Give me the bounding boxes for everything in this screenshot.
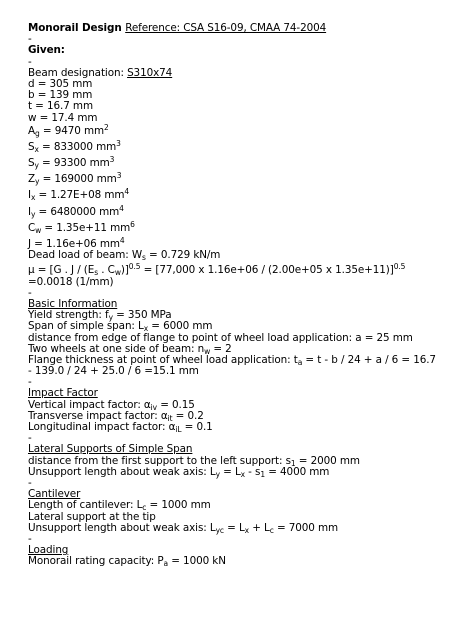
wheel-distance: distance from edge of flange to point of wheel load application: a = 25 mm: [28, 331, 413, 344]
given-heading: Given:: [28, 44, 65, 57]
beam-designation-label: Beam designation:: [28, 66, 128, 79]
beam-b: b = 139 mm: [28, 89, 93, 102]
beam-w: w = 17.4 mm: [28, 111, 98, 124]
title-line: [28, 23, 468, 34]
cantilever-heading: Cantilever: [28, 488, 81, 501]
support-distance: distance from the first support to the left support: $s_1 = 2000$ mm: [28, 454, 360, 468]
reference-text: Reference: CSA S16-09, CMAA 74-2004: [125, 22, 327, 34]
loading-heading: Loading: [28, 544, 69, 557]
beam-d: d = 305 mm: [28, 77, 93, 90]
separator: -: [28, 532, 32, 545]
cantilever-unsupported-length: Unsupport length about weak axis: $L_{yc} = L_x + L_c = 7000$ mm: [28, 521, 339, 535]
dead-load: Dead load of beam: $W_s = 0.729$ kN/m: [28, 249, 221, 263]
wheels-count: Two wheels at one side of beam: $n_w = 2$: [28, 342, 232, 356]
beam-designation-value: S310x74: [127, 66, 173, 79]
flange-thickness-cont: - 139.0 / 24 + 25.0 / 6 =15.1 mm: [28, 365, 199, 378]
transverse-impact: Transverse impact factor: $\alpha_{it} = 0.2$: [28, 409, 204, 423]
beam-zy: $Z_y = 169000$ $mm^3$: [28, 171, 122, 187]
beam-designation-line: [28, 68, 468, 79]
beam-j: J = 1.16e+06 $mm^4$: [28, 236, 125, 250]
unsupported-length: Unsupport length about weak axis: $L_y = L_x - s_1 = 4000$ mm: [28, 465, 330, 479]
beam-t: t = 16.7 mm: [28, 100, 93, 113]
flange-thickness: Flange thickness at point of wheel load application: $t_a = t - b / 24 + a / 6 = 16.7$: [28, 353, 436, 367]
yield-strength: Yield strength: $f_y = 350$ MPa: [28, 309, 172, 323]
span-length: Span of simple span: $L_x = 6000$ mm: [28, 320, 213, 334]
mu-formula: μ = [G . J / ($E_s$ . $C_w)]^{0.5} = [77,000$ x 1.16e+06 / (2.00e+05 x 1.35e+11)]$^{0.5}$: [28, 262, 406, 278]
lateral-heading: Lateral Supports of Simple Span: [28, 443, 193, 456]
beam-sx: $S_x = 833000$ $mm^3$: [28, 138, 121, 154]
vertical-impact: Vertical impact factor: $\alpha_{iv} = 0.15$: [28, 398, 195, 412]
lateral-support-tip: Lateral support at the tip: [28, 510, 156, 523]
separator: -: [28, 286, 32, 299]
beam-sy: $S_y = 93300$ $mm^3$: [28, 155, 115, 171]
basic-info-heading: Basic Information: [28, 297, 118, 310]
mu-result: =0.0018 (1/mm): [28, 275, 114, 288]
separator: -: [28, 55, 32, 68]
rating-capacity: Monorail rating capacity: $P_a = 1000$ kN: [28, 555, 226, 569]
separator: -: [28, 432, 32, 445]
document-page: [28, 23, 468, 567]
beam-cw: $C_w = 1.35e+11$ $mm^6$: [28, 219, 135, 235]
beam-iy: $I_y = 6480000$ $mm^4$: [28, 203, 124, 219]
separator: -: [28, 33, 32, 46]
doc-title: Monorail Design: [28, 22, 122, 34]
impact-heading: Impact Factor: [28, 387, 98, 400]
separator: -: [28, 376, 32, 389]
beam-ix: $I_x = 1.27E+08$ $mm^4$: [28, 187, 130, 203]
beam-ag: $A_g = 9470$ $mm^2$: [28, 122, 109, 138]
longitudinal-impact: Longitudinal impact factor: $\alpha_{iL} = 0.1$: [28, 421, 213, 434]
separator: -: [28, 476, 32, 489]
cantilever-length: Length of cantilever: $L_c = 1000$ mm: [28, 499, 211, 513]
